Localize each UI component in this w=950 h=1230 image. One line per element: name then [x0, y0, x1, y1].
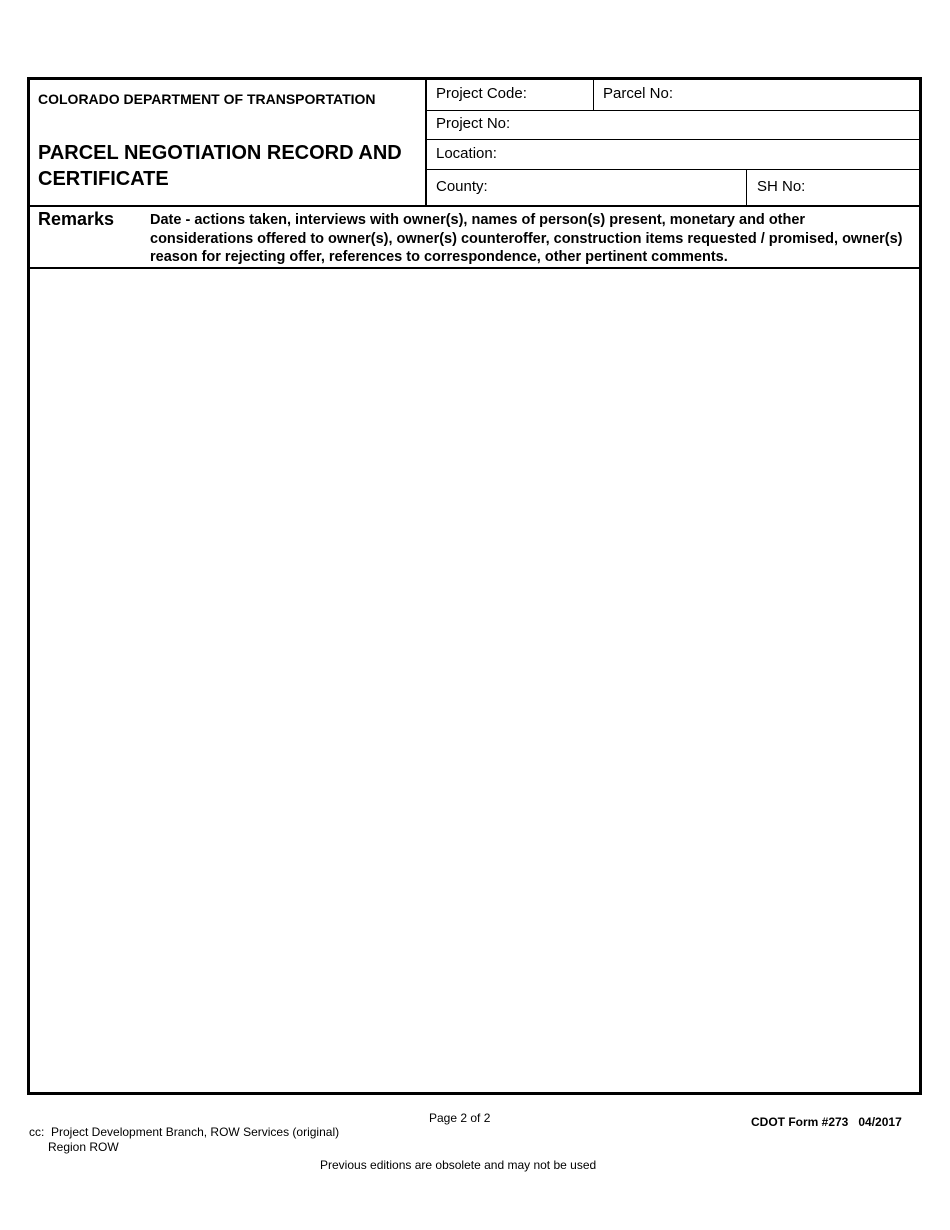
fields-col-divider-1 [593, 77, 594, 111]
parcel-no-label: Parcel No: [603, 85, 674, 102]
project-no-label: Project No: [436, 115, 511, 132]
cc-line-1: cc: Project Development Branch, ROW Services (original) [29, 1125, 340, 1139]
fields-row-line-3 [425, 169, 921, 170]
fields-row-line-2 [425, 139, 921, 140]
agency-name: COLORADO DEPARTMENT OF TRANSPORTATION [38, 91, 376, 107]
cc-line-2: Region ROW [48, 1140, 119, 1154]
header-divider [425, 77, 427, 207]
remarks-instructions: Date - actions taken, interviews with owner(s), names of person(s) present, monetary and other considerations offered to owner(s), owner(s) counteroffer, construction items requested / promised, owner(s) reason for rejecting offer, references to correspondence, other pertinent comments. [150, 212, 903, 265]
frame-top-border [27, 77, 922, 80]
location-label: Location: [436, 145, 497, 162]
fields-col-divider-2 [746, 169, 747, 206]
project-code-label: Project Code: [436, 85, 527, 102]
fields-row-line-1 [425, 110, 921, 111]
county-label: County: [436, 178, 488, 195]
remarks-field[interactable] [30, 270, 919, 1092]
obsolete-notice: Previous editions are obsolete and may not be used [320, 1158, 597, 1172]
frame-right-border [919, 77, 922, 1095]
frame-bottom-border [27, 1092, 922, 1095]
form-number: CDOT Form #273 04/2017 [751, 1115, 902, 1129]
remarks-label: Remarks [38, 209, 115, 229]
header-bottom-line [27, 205, 922, 207]
remarks-header-line [27, 267, 922, 269]
form-title: PARCEL NEGOTIATION RECORD AND CERTIFICATE [38, 142, 402, 190]
page-number: Page 2 of 2 [429, 1111, 491, 1125]
sh-no-label: SH No: [757, 178, 806, 195]
